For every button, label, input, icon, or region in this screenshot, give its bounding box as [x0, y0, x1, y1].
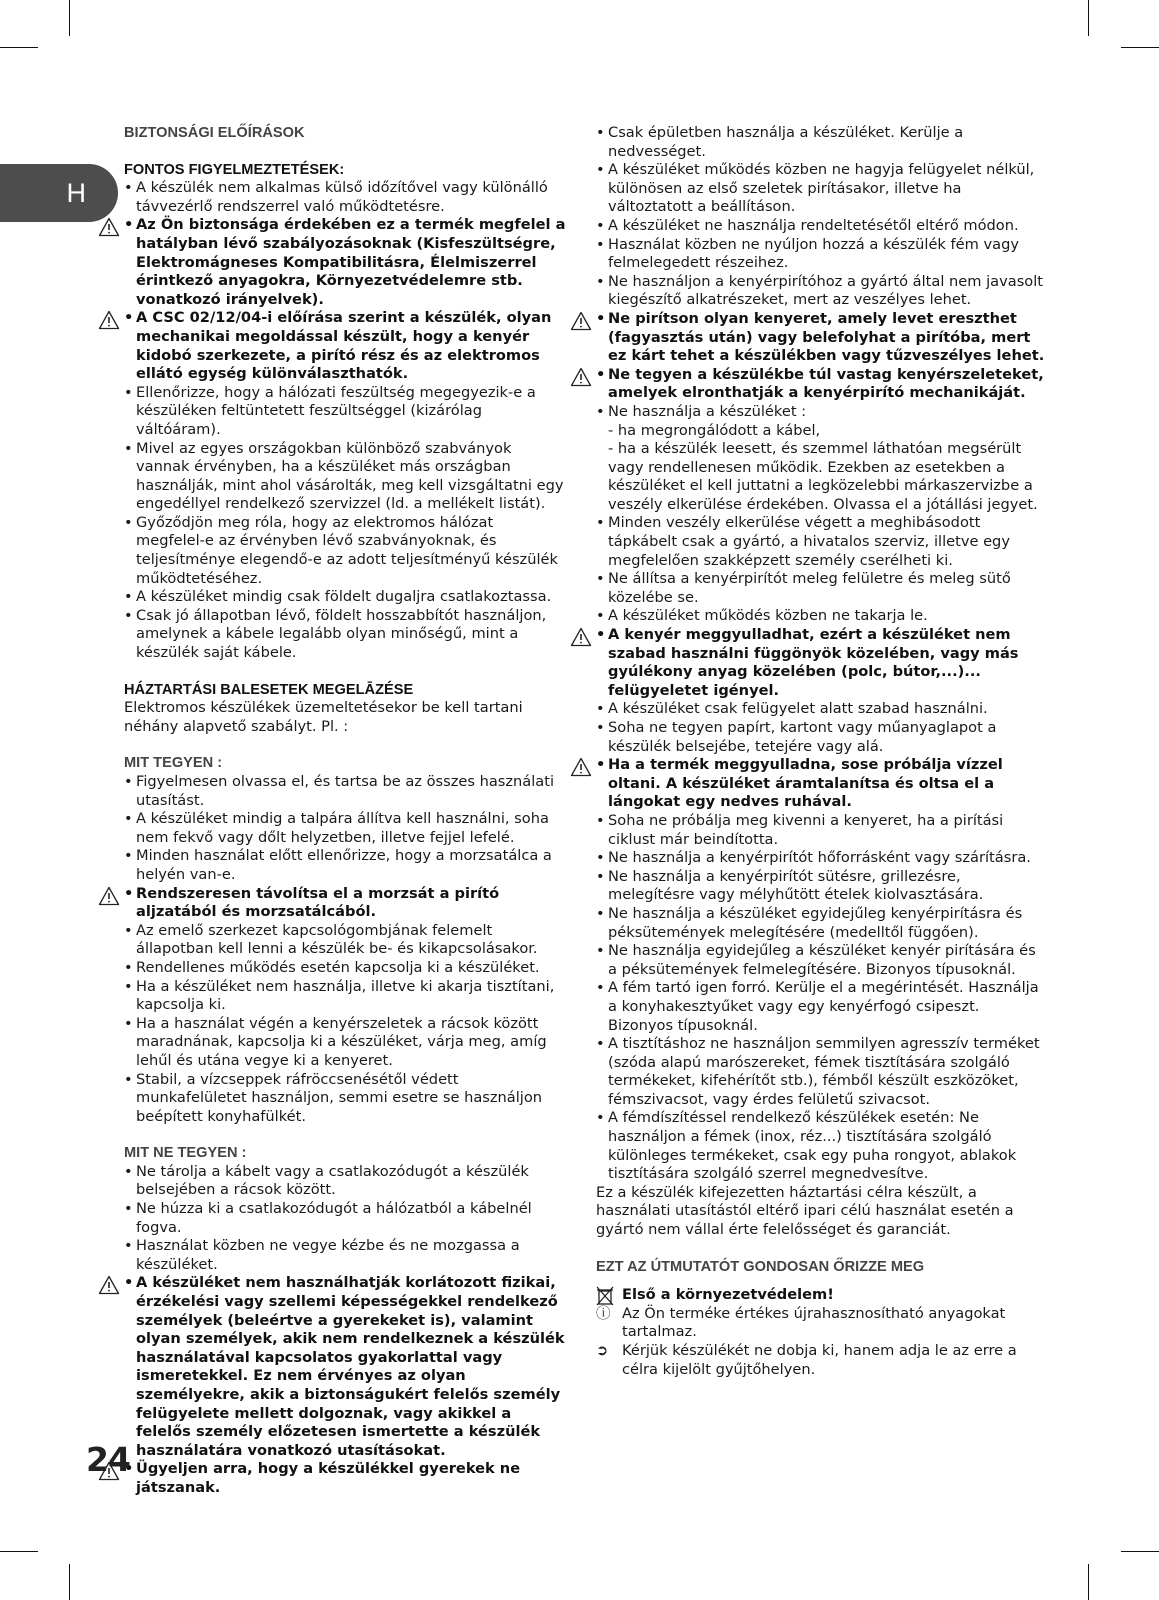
env-title: Első a környezetvédelem!: [622, 1286, 834, 1304]
warnings-title: FONTOS FIGYELMEZTETÉSEK:: [124, 161, 345, 178]
list-item-text: Soha ne próbálja meg kivenni a kenyeret, ha a pirítási ciklust már beindította.: [608, 811, 1004, 848]
list-item-text: Ne használja a készüléket egyidejűleg kenyérpirításra és péksütemények melegítésére (medelltől függően).: [608, 904, 1023, 941]
list-item-text: Rendszeresen távolítsa el a morzsát a pirító aljzatából és morzsatálcából.: [136, 884, 500, 921]
list-item-text: Ne állítsa a kenyérpirítót meleg felületre és meleg sütő közelébe se.: [608, 570, 1011, 606]
list-item: [596, 514, 1048, 570]
crop-mark: [0, 47, 38, 48]
list-item: [124, 384, 566, 440]
list-item: [124, 1163, 566, 1200]
list-item: [124, 588, 566, 607]
list-item: [124, 1015, 566, 1071]
list-item: [596, 756, 1048, 812]
list-item: [124, 607, 566, 663]
list-item-text: A készüléket mindig csak földelt dugaljra csatlakoztassa.: [136, 588, 552, 606]
list-item: [124, 959, 566, 978]
list-item: [596, 310, 1048, 366]
list-item-text: A készüléket ne használja rendeltetésétől eltérő módon.: [608, 216, 1019, 234]
list-item-text: Győződjön meg róla, hogy az elektromos hálózat megfelel-e az érvényben lévő szabványoknak, és teljesítménye elegendő-e az adott teljesítményű készülék működtetéséhez.: [136, 513, 558, 587]
warning-triangle-icon: [570, 311, 592, 331]
list-item-text: Ne tárolja a kábelt vagy a csatlakozódugót a készülék belsejében a rácsok között.: [136, 1162, 529, 1199]
list-item-text: Figyelmesen olvassa el, és tartsa be az összes használati utasítást.: [136, 773, 555, 809]
do-list: [124, 773, 566, 1126]
list-item: [596, 812, 1048, 849]
list-item-text: A kenyér meggyulladhat, ezért a készüléket nem szabad használni függönyök közelében, vagy más gyúlékony anyag közelében (polc, bútor,...)... felügyeletet igényel.: [608, 626, 1019, 699]
list-item: [596, 905, 1048, 942]
list-item-text: - ha a készülék leesett, és szemmel láthatóan megsérült vagy rendellenesen működik. Ezekben az esetekben a készüléket el kell juttatni a legközelebbi márkaszervizbe a veszély elkerülése érdekében. Olvassa el a jótállási jegyet.: [608, 440, 1038, 513]
list-item: [596, 366, 1048, 403]
list-item: [124, 1237, 566, 1274]
left-column: [124, 124, 566, 1498]
env-item-text: Kérjük készülékét ne dobja ki, hanem adja le az erre a célra kijelölt gyűjtőhelyen.: [622, 1342, 1017, 1378]
list-item-text: A készülék nem alkalmas külső időzítővel vagy különálló távvezérlő rendszerrel való működtetésre.: [136, 179, 548, 215]
list-item: [124, 810, 566, 847]
list-item-text: Csak épületben használja a készüléket. Kerülje a nedvességet.: [608, 124, 964, 160]
list-item-text: A tisztításhoz ne használjon semmilyen agresszív terméket (szóda alapú marószereket, fémek tisztítására szolgáló termékeket, kifehérítőt stb.), fémből készült eszközöket, fémszivacsot, vagy érdes felületű szivacsot.: [608, 1035, 1040, 1108]
list-item-text: Ne használja a készüléket :: [608, 402, 807, 420]
list-item: [596, 700, 1048, 719]
crop-mark: [1121, 1551, 1159, 1552]
list-item: [124, 773, 566, 810]
list-item-text: - ha megrongálódott a kábel,: [608, 421, 821, 439]
env-item: [596, 1305, 1048, 1342]
warning-triangle-icon: [98, 217, 120, 237]
list-item-text: A készüléket működés közben ne takarja le.: [608, 607, 928, 625]
dont-title: MIT NE TEGYEN :: [124, 1145, 247, 1162]
right-column: [596, 124, 1048, 1379]
list-item-text: Az emelő szerkezet kapcsológombjának felemelt állapotban kell lenni a készülék be- és kikapcsolásakor.: [136, 921, 538, 958]
list-item-text: Mivel az egyes országokban különböző szabványok vannak érvényben, ha a készüléket más országban használják, mint ahol vásárolták, meg kell vizsgáltatni egy engedéllyel rendelkező szervizzel (ld. a mellékelt listát).: [136, 439, 564, 513]
list-item-text: Ne húzza ki a csatlakozódugót a hálózatból a kábelnél fogva.: [136, 1200, 532, 1236]
keep-title: EZT AZ ÚTMUTATÓT GONDOSAN ŐRIZZE MEG: [596, 1258, 925, 1275]
warning-triangle-icon: [98, 310, 120, 330]
warning-triangle-icon: [570, 367, 592, 387]
list-item: [124, 514, 566, 588]
list-item: [124, 1274, 566, 1460]
list-item-text: Ha a készüléket nem használja, illetve ki akarja tisztítani, kapcsolja ki.: [136, 977, 555, 1014]
crop-mark: [1121, 47, 1159, 48]
household-title: HÁZTARTÁSI BALESETEK MEGELĀZÉSE: [124, 681, 414, 698]
list-item: [124, 978, 566, 1015]
list-item-text: A CSC 02/12/04-i előírása szerint a készülék, olyan mechanikai megoldással készült, hogy a kenyér kidobó szerkezete, a pirító rész és az elektromos ellátó egység különválaszthatók.: [136, 309, 552, 383]
env-item-text: Az Ön terméke értékes újrahasznosítható anyagokat tartalmaz.: [622, 1304, 1006, 1341]
crop-mark: [69, 1564, 70, 1600]
list-item: [124, 179, 566, 216]
list-item: [124, 309, 566, 383]
list-item: [596, 422, 1048, 441]
warning-triangle-icon: [570, 757, 592, 777]
warning-triangle-icon: [570, 627, 592, 647]
list-item: [124, 847, 566, 884]
list-item: [596, 217, 1048, 236]
list-item: [596, 236, 1048, 273]
list-item: [124, 1460, 566, 1497]
list-item-text: Ne használjon a kenyérpirítóhoz a gyártó által nem javasolt kiegészítő alkatrészeket, mert az veszélyes lehet.: [608, 272, 1044, 309]
list-item: [124, 216, 566, 309]
list-item: [596, 1035, 1048, 1109]
list-item-text: Soha ne tegyen papírt, kartont vagy műanyaglapot a készülék belsejébe, tetejére vagy alá.: [608, 719, 997, 755]
dont-list: [124, 1163, 566, 1498]
list-item-text: Ügyeljen arra, hogy a készülékkel gyerekek ne játszanak.: [136, 1460, 521, 1496]
list-item: [596, 849, 1048, 868]
crop-mark: [1088, 1564, 1089, 1600]
list-item-text: Ha a használat végén a kenyérszeletek a rácsok között maradnának, kapcsolja ki a készüléket, várja meg, amíg lehűl és utána vegye ki a kenyeret.: [136, 1014, 547, 1069]
list-item-text: Ne használja a kenyérpirítót hőforrásként vagy szárításra.: [608, 849, 1031, 867]
list-item: [596, 607, 1048, 626]
list-item: [596, 942, 1048, 979]
list-item-text: A készüléket nem használhatják korlátozott fizikai, érzékelési vagy szellemi képességekkel rendelkező személyek (beleértve a gyerekeket is), valamint olyan személyek, akik nem rendelkeznek a készülék használatával kapcsolatos gyakorlattal vagy ismeretekkel. Ez nem érvényes az olyan személyekre, akik a biztonságukért felelős személy felügyelete mellett dolgoznak, vagy akikkel a felelős személy előzetesen ismertette a készülék használatára vonatkozó utasításokat.: [136, 1274, 565, 1459]
list-item: [124, 1071, 566, 1127]
section-title: BIZTONSÁGI ELŐÍRÁSOK: [124, 125, 305, 141]
list-item-text: Minden veszély elkerülése végett a meghibásodott tápkábelt csak a gyártó, a hivatalos szerviz, illetve egy megfelelően szakképzett személy cserélheti ki.: [608, 514, 1010, 569]
info-icon: ⓘ: [596, 1304, 611, 1322]
list-item-text: Használat közben ne nyúljon hozzá a készülék fém vagy felmelegedett részeihez.: [608, 235, 1019, 272]
list-item-text: Csak jó állapotban lévő, földelt hosszabbítót használjon, amelynek a kábele legalább olyan minőségű, mint a készülék saját kábele.: [136, 606, 547, 662]
list-item: [596, 719, 1048, 756]
warning-triangle-icon: [98, 1275, 120, 1295]
env-title-row: [596, 1286, 1048, 1305]
list-item: [596, 273, 1048, 310]
list-item-text: Használat közben ne vegye kézbe és ne mozgassa a készüléket.: [136, 1237, 520, 1273]
list-item: [596, 161, 1048, 217]
env-list: [596, 1305, 1048, 1379]
list-item: [596, 868, 1048, 905]
closing-text: Ez a készülék kifejezetten háztartási célra készült, a használati utasítástól eltérő ipari célú használat esetén a gyártó nem vállal érte felelősséget és garanciát.: [596, 1183, 1014, 1239]
list-item-text: Ne pirítson olyan kenyeret, amely levet ereszthet (fagyasztás után) vagy belefolyhat a pirítóba, mert ez kárt tehet a készülékben vagy tűzveszélyes lehet.: [608, 309, 1045, 365]
do-title: MIT TEGYEN :: [124, 755, 223, 772]
env-item: [596, 1342, 1048, 1379]
warning-triangle-icon: [98, 886, 120, 906]
language-tab: H: [0, 164, 118, 222]
crop-mark: [0, 1551, 38, 1552]
list-item-text: Ellenőrizze, hogy a hálózati feszültség megegyezik-e a készüléken feltüntetett feszültséggel (kizárólag váltóáram).: [136, 383, 536, 438]
list-item-text: A készüléket mindig a talpára állítva kell használni, soha nem fekvő vagy dőlt helyzetben, illetve fejjel lefelé.: [136, 810, 549, 846]
list-item: [596, 979, 1048, 1035]
list-item-text: Ne használja egyidejűleg a készüléket kenyér pirítására és a péksütemények felmelegítésére. Bizonyos típusoknál.: [608, 942, 1036, 978]
list-item: [124, 440, 566, 514]
list-item: [124, 885, 566, 922]
list-item-text: A fémdíszítéssel rendelkező készülékek esetén: Ne használjon a fémek (inox, réz...) tisztítására szolgáló különleges termékeket, csak egy puha rongyot, ablakok tisztítására szolgáló szerrel megnedvesítve.: [608, 1109, 1017, 1183]
list-item-text: Ha a termék meggyulladna, sose próbálja vízzel oltani. A készüléket áramtalanítsa és oltsa el a lángokat egy nedves ruhával.: [608, 756, 1003, 811]
list-item-text: Az Ön biztonsága érdekében ez a termék megfelel a hatályban lévő szabályozásoknak (Kisfeszültségre, Elektromágneses Kompatibilitásra, Élelmiszerrel érintkező anyagokra, Környezetvédelemre stb. vonatkozó irányelvek).: [136, 216, 566, 308]
household-intro: Elektromos készülékek üzemeltetésekor be kell tartani néhány alapvető szabályt. Pl. :: [124, 699, 523, 735]
list-item-text: A fém tartó igen forró. Kerülje el a megérintését. Használja a konyhakesztyűket vagy egy kenyérfogó csipeszt. Bizonyos típusoknál.: [608, 979, 1039, 1034]
crop-mark: [69, 0, 70, 36]
list-item: [596, 124, 1048, 161]
warnings-list: [124, 179, 566, 662]
list-item-text: Ne használja a kenyérpirítót sütésre, grillezésre, melegítésre vagy mélyhűtött ételek kiolvasztására.: [608, 867, 984, 904]
arrow-icon: ➲: [596, 1342, 609, 1359]
list-item: [124, 922, 566, 959]
list-item: [596, 403, 1048, 422]
list-item: [596, 570, 1048, 607]
list-item-text: Stabil, a vízcseppek ráfröccsenésétől védett munkafelületet használjon, semmi esetre se használjon beépített konyhafülkét.: [136, 1070, 543, 1125]
list-item: [124, 1200, 566, 1237]
list-item-text: A készüléket csak felügyelet alatt szabad használni.: [608, 700, 988, 718]
right-list: [596, 124, 1048, 1184]
list-item-text: Rendellenes működés esetén kapcsolja ki a készüléket.: [136, 958, 540, 976]
list-item: [596, 1109, 1048, 1183]
list-item: [596, 626, 1048, 700]
crop-mark: [1088, 0, 1089, 36]
page-number: 24: [86, 1440, 130, 1479]
list-item-text: Minden használat előtt ellenőrizze, hogy a morzsatálca a helyén van-e.: [136, 847, 552, 883]
list-item-text: A készüléket működés közben ne hagyja felügyelet nélkül, különösen az első szeletek pirításakor, illetve ha változtatott a beállításon.: [608, 161, 1035, 216]
list-item: [596, 440, 1048, 514]
list-item-text: Ne tegyen a készülékbe túl vastag kenyérszeleteket, amelyek elronthatják a kenyérpirító mechanikáját.: [608, 365, 1044, 402]
